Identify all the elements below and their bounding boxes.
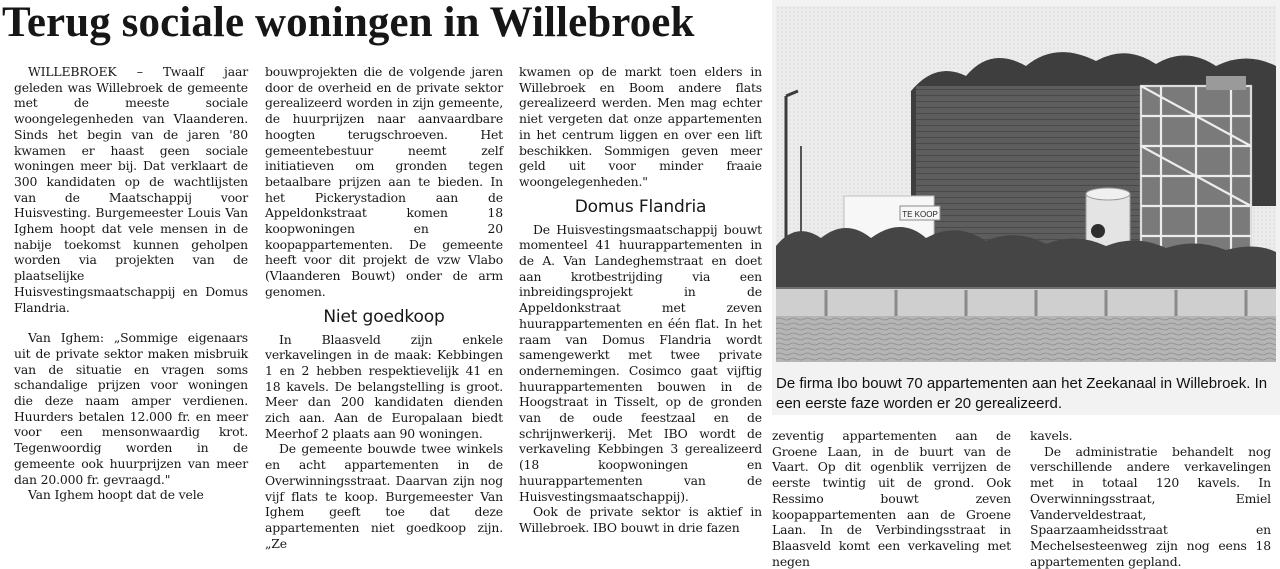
article-column-4 bbox=[772, 428, 1011, 569]
photo-caption: De firma Ibo bouwt 70 appartementen aan het Zeekanaal in Willebroek. In een eerste faze worden er 20 gerealizeerd. bbox=[776, 375, 1268, 412]
paragraph: In Blaasveld zijn enkele verkavelingen in de maak: Kebbingen 1 en 2 hebben respektievelijk 41 en 18 kavels. De belangstelling is groot. Meer dan 200 kandidaten dienden zich aan. Aan de Europalaan biedt Meerhof 2 plaats aan 90 woningen. bbox=[265, 331, 503, 441]
photo-panel bbox=[772, 0, 1280, 415]
sign-text: TE KOOP bbox=[902, 210, 938, 219]
paragraph: De Huisvestingsmaatschappij bouwt momenteel 41 huurappartementen in de A. Van Landeghemstraat en doet aan krotbestrijding via een inbreidingsprojekt in de Appeldonkstraat met zeven huurappartementen en één flat. In het raam van Domus Flandria wordt samengewerkt met twee private ondernemingen. Cosimco gaat vijftig huurappartementen bouwen in de Hoogstraat in Tisselt, op de gronden van de oude feestzaal en de schrijnwerkerij. Met IBO wordt de verkaveling Kebbingen 3 gerealizeerd (18 koopwoningen en huurappartementen van de Huisvestingsmaatschappij). bbox=[519, 221, 762, 504]
paragraph: De administratie behandelt nog verschillende andere verkavelingen met in totaal 120 kavels. In Overwinningsstraat, Emiel Vanderveldestraat, Spaarzaamheidsstraat en Mechelsesteenweg zijn nog eens 18 appartementen gepland. bbox=[1030, 443, 1271, 569]
construction-photo bbox=[776, 6, 1276, 362]
paragraph: kavels. bbox=[1030, 428, 1073, 443]
paragraph: bouwprojekten die de volgende jaren door de overheid en de private sektor gerealizeerd worden in zijn gemeente, de huurprijzen naar aanvaardbare hoogten terugschroeven. Het gemeentebestuur neemt zelf initiatieven om gronden tegen betaalbare prijzen aan te bieden. In het Pickerystadion aan de Appeldonkstraat komen 18 koopwoningen en 20 koopappartementen. De gemeente heeft voor dit projekt de vzw Vlabo (Vlaanderen Bouwt) onder de arm genomen. bbox=[265, 64, 503, 299]
article-column-5 bbox=[1030, 428, 1271, 569]
paragraph: Ook de private sektor is aktief in Willebroek. IBO bouwt in drie fazen bbox=[519, 504, 762, 535]
article-column-1 bbox=[14, 64, 248, 503]
paragraph: zeventig appartementen aan de Groene Laan, in de buurt van de Vaart. Op dit ogenblik verrijzen de eerste twintig uit de grond. Ook Ressimo bouwt zeven koopappartementen aan de Groene Laan. In de Verbindingsstraat in Blaasveld komt een verkaveling met negen bbox=[772, 428, 1011, 569]
subheading-niet-goedkoop: Niet goedkoop bbox=[323, 306, 445, 327]
paragraph: WILLEBROEK – Twaalf jaar geleden was Willebroek de gemeente met de meeste sociale woongelegenheden van Vlaanderen. Sinds het begin van de jaren '80 kwamen er haast geen sociale woningen meer bij. Dat verklaart de 300 kandidaten op de wachtlijsten van de Maatschappij voor Huisvesting. Burgemeester Louis Van Ighem hoopt dat vele mensen in de nabije toekomst kunnen geholpen worden via projekten van de plaatselijke Huisvestingsmaatschappij en Domus Flandria. bbox=[14, 64, 248, 315]
article-column-3 bbox=[519, 64, 762, 536]
paragraph: Van Ighem: „Sommige eigenaars uit de private sektor maken misbruik van de situatie en vragen soms schandalige prijzen voor woningen die deze naam amper verdienen. Huurders betalen 12.000 fr. en meer voor een mensonwaardig krot. Tegenwoordig worden in de gemeente ook huurprijzen van meer dan 20.000 fr. gevraagd." bbox=[14, 330, 248, 487]
paragraph: Van Ighem hoopt dat de vele bbox=[28, 487, 204, 503]
article-column-2 bbox=[265, 64, 503, 551]
paragraph: De gemeente bouwde twee winkels en acht appartementen in de Overwinningsstraat. Daarvan zijn nog vijf flats te koop. Burgemeester Van Ighem geeft toe dat deze appartementen niet goedkoop zijn. „Ze bbox=[265, 441, 503, 551]
paragraph: kwamen op de markt toen elders in Willebroek en Boom andere flats gerealizeerd werden. Men mag echter niet vergeten dat onze appartementen in het centrum liggen en over een lift beschikken. Sommigen geven meer geld uit voor minder fraaie woongelegenheden." bbox=[519, 64, 762, 189]
subheading-domus-flandria: Domus Flandria bbox=[574, 196, 707, 217]
headline: Terug sociale woningen in Willebroek bbox=[2, 0, 695, 46]
